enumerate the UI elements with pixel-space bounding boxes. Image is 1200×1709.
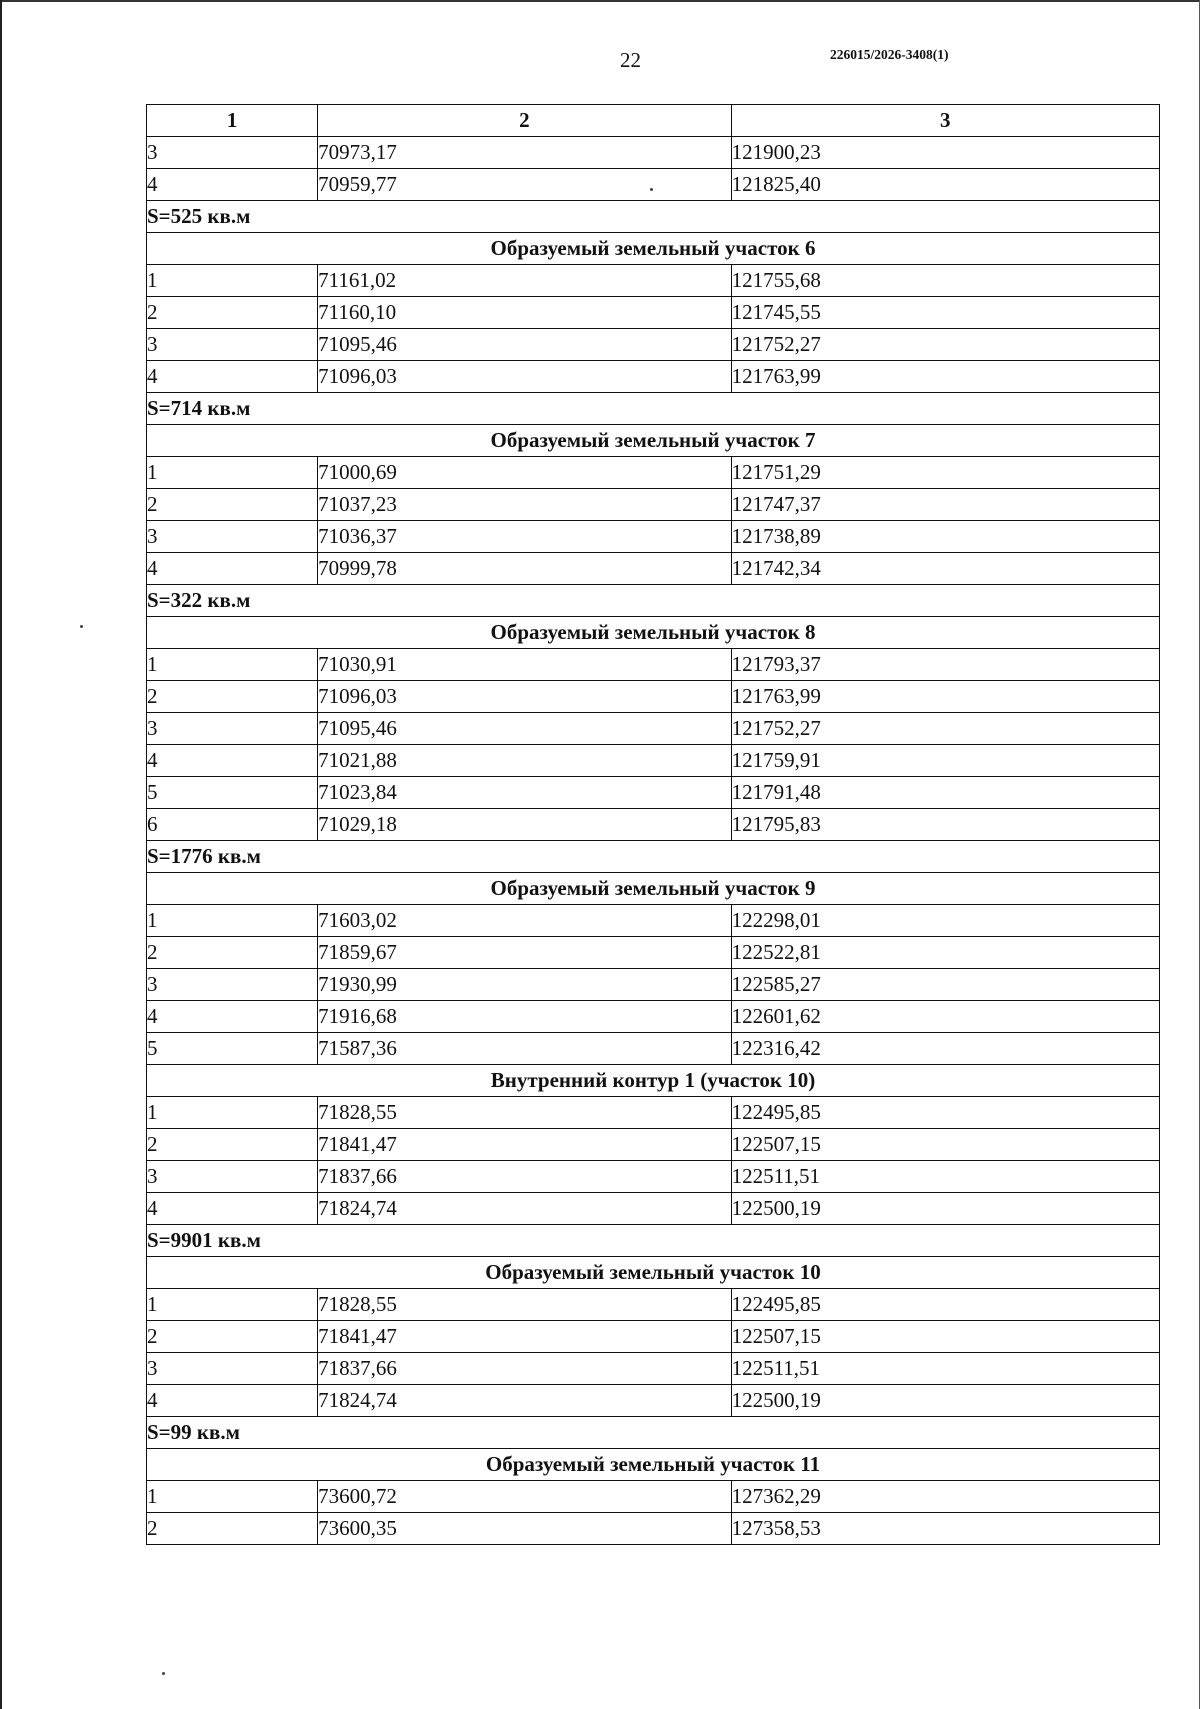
- area-row: [147, 585, 1160, 617]
- point-number-cell: 2: [147, 681, 318, 713]
- area-label: S=322 кв.м: [147, 585, 1160, 617]
- x-coordinate-cell: 71824,74: [318, 1385, 731, 1417]
- table-row: [147, 137, 1160, 169]
- area-row: [147, 201, 1160, 233]
- point-number-cell: 2: [147, 937, 318, 969]
- section-title: Образуемый земельный участок 8: [147, 617, 1160, 649]
- y-coordinate-cell: 121763,99: [731, 361, 1159, 393]
- y-coordinate-cell: 122511,51: [731, 1161, 1159, 1193]
- table-row: [147, 969, 1160, 1001]
- point-number-cell: 2: [147, 489, 318, 521]
- x-coordinate-cell: 71095,46: [318, 713, 731, 745]
- x-coordinate-cell: 71930,99: [318, 969, 731, 1001]
- y-coordinate-cell: 122495,85: [731, 1289, 1159, 1321]
- table-row: [147, 1161, 1160, 1193]
- column-header-3: 3: [731, 105, 1159, 137]
- table-row: [147, 809, 1160, 841]
- x-coordinate-cell: 71160,10: [318, 297, 731, 329]
- point-number-cell: 1: [147, 1097, 318, 1129]
- y-coordinate-cell: 122522,81: [731, 937, 1159, 969]
- x-coordinate-cell: 71841,47: [318, 1321, 731, 1353]
- x-coordinate-cell: 71859,67: [318, 937, 731, 969]
- point-number-cell: 3: [147, 1353, 318, 1385]
- point-number-cell: 4: [147, 1385, 318, 1417]
- point-number-cell: 3: [147, 713, 318, 745]
- y-coordinate-cell: 122500,19: [731, 1193, 1159, 1225]
- point-number-cell: 2: [147, 297, 318, 329]
- x-coordinate-cell: 71841,47: [318, 1129, 731, 1161]
- table-row: [147, 681, 1160, 713]
- point-number-cell: 2: [147, 1513, 318, 1545]
- y-coordinate-cell: 121747,37: [731, 489, 1159, 521]
- section-title: Образуемый земельный участок 6: [147, 233, 1160, 265]
- y-coordinate-cell: 122511,51: [731, 1353, 1159, 1385]
- table-row: [147, 489, 1160, 521]
- table-row: [147, 713, 1160, 745]
- table-row: [147, 905, 1160, 937]
- area-row: [147, 1225, 1160, 1257]
- point-number-cell: 1: [147, 1289, 318, 1321]
- point-number-cell: 3: [147, 969, 318, 1001]
- document-id: 226015/2026-3408(1): [830, 47, 949, 62]
- x-coordinate-cell: 71916,68: [318, 1001, 731, 1033]
- table-row: [147, 1481, 1160, 1513]
- table-row: [147, 937, 1160, 969]
- x-coordinate-cell: 71828,55: [318, 1289, 731, 1321]
- point-number-cell: 3: [147, 1161, 318, 1193]
- table-header-row: [147, 105, 1160, 137]
- area-row: [147, 393, 1160, 425]
- area-label: S=525 кв.м: [147, 201, 1160, 233]
- section-title-row: [147, 425, 1160, 457]
- point-number-cell: 4: [147, 169, 318, 201]
- section-title: Образуемый земельный участок 7: [147, 425, 1160, 457]
- point-number-cell: 1: [147, 265, 318, 297]
- section-title: Внутренний контур 1 (участок 10): [147, 1065, 1160, 1097]
- y-coordinate-cell: 121742,34: [731, 553, 1159, 585]
- table-row: [147, 1033, 1160, 1065]
- x-coordinate-cell: 71587,36: [318, 1033, 731, 1065]
- table-row: [147, 553, 1160, 585]
- x-coordinate-cell: 73600,72: [318, 1481, 731, 1513]
- y-coordinate-cell: 121759,91: [731, 745, 1159, 777]
- point-number-cell: 2: [147, 1321, 318, 1353]
- table-row: [147, 1097, 1160, 1129]
- point-number-cell: 1: [147, 457, 318, 489]
- point-number-cell: 6: [147, 809, 318, 841]
- y-coordinate-cell: 121755,68: [731, 265, 1159, 297]
- scan-speck: [650, 188, 653, 191]
- section-title: Образуемый земельный участок 9: [147, 873, 1160, 905]
- x-coordinate-cell: 71021,88: [318, 745, 731, 777]
- x-coordinate-cell: 70999,78: [318, 553, 731, 585]
- x-coordinate-cell: 71096,03: [318, 681, 731, 713]
- point-number-cell: 1: [147, 905, 318, 937]
- table-row: [147, 777, 1160, 809]
- table-row: [147, 521, 1160, 553]
- point-number-cell: 4: [147, 361, 318, 393]
- section-title-row: [147, 1257, 1160, 1289]
- section-title-row: [147, 1449, 1160, 1481]
- table-row: [147, 1321, 1160, 1353]
- table-row: [147, 1001, 1160, 1033]
- table-row: [147, 361, 1160, 393]
- table-row: [147, 169, 1160, 201]
- x-coordinate-cell: 70973,17: [318, 137, 731, 169]
- point-number-cell: 1: [147, 649, 318, 681]
- y-coordinate-cell: 122316,42: [731, 1033, 1159, 1065]
- x-coordinate-cell: 73600,35: [318, 1513, 731, 1545]
- area-label: S=1776 кв.м: [147, 841, 1160, 873]
- y-coordinate-cell: 121738,89: [731, 521, 1159, 553]
- section-title: Образуемый земельный участок 10: [147, 1257, 1160, 1289]
- x-coordinate-cell: 71000,69: [318, 457, 731, 489]
- y-coordinate-cell: 121751,29: [731, 457, 1159, 489]
- x-coordinate-cell: 71837,66: [318, 1353, 731, 1385]
- y-coordinate-cell: 122507,15: [731, 1129, 1159, 1161]
- area-row: [147, 1417, 1160, 1449]
- y-coordinate-cell: 121745,55: [731, 297, 1159, 329]
- x-coordinate-cell: 71837,66: [318, 1161, 731, 1193]
- scan-speck: [162, 1672, 165, 1675]
- table-row: [147, 265, 1160, 297]
- coordinates-table: [146, 104, 1160, 1545]
- page-top-border: [0, 0, 1200, 2]
- point-number-cell: 3: [147, 137, 318, 169]
- table-row: [147, 1289, 1160, 1321]
- area-row: [147, 841, 1160, 873]
- area-label: S=9901 кв.м: [147, 1225, 1160, 1257]
- point-number-cell: 4: [147, 1001, 318, 1033]
- y-coordinate-cell: 121763,99: [731, 681, 1159, 713]
- point-number-cell: 2: [147, 1129, 318, 1161]
- table-row: [147, 457, 1160, 489]
- section-title-row: [147, 873, 1160, 905]
- x-coordinate-cell: 71023,84: [318, 777, 731, 809]
- column-header-1: 1: [147, 105, 318, 137]
- table-row: [147, 1353, 1160, 1385]
- y-coordinate-cell: 121791,48: [731, 777, 1159, 809]
- x-coordinate-cell: 71161,02: [318, 265, 731, 297]
- coordinates-table-body: [147, 105, 1160, 1545]
- point-number-cell: 5: [147, 777, 318, 809]
- point-number-cell: 4: [147, 553, 318, 585]
- y-coordinate-cell: 122495,85: [731, 1097, 1159, 1129]
- table-row: [147, 1193, 1160, 1225]
- x-coordinate-cell: 71030,91: [318, 649, 731, 681]
- point-number-cell: 4: [147, 1193, 318, 1225]
- y-coordinate-cell: 122585,27: [731, 969, 1159, 1001]
- x-coordinate-cell: 71037,23: [318, 489, 731, 521]
- y-coordinate-cell: 121793,37: [731, 649, 1159, 681]
- x-coordinate-cell: 71095,46: [318, 329, 731, 361]
- table-row: [147, 1129, 1160, 1161]
- y-coordinate-cell: 122601,62: [731, 1001, 1159, 1033]
- y-coordinate-cell: 127358,53: [731, 1513, 1159, 1545]
- point-number-cell: 4: [147, 745, 318, 777]
- y-coordinate-cell: 122298,01: [731, 905, 1159, 937]
- x-coordinate-cell: 71036,37: [318, 521, 731, 553]
- table-row: [147, 649, 1160, 681]
- table-row: [147, 1385, 1160, 1417]
- point-number-cell: 1: [147, 1481, 318, 1513]
- section-title-row: [147, 233, 1160, 265]
- column-header-2: 2: [318, 105, 731, 137]
- x-coordinate-cell: 71828,55: [318, 1097, 731, 1129]
- y-coordinate-cell: 121752,27: [731, 329, 1159, 361]
- area-label: S=99 кв.м: [147, 1417, 1160, 1449]
- table-row: [147, 1513, 1160, 1545]
- section-title: Образуемый земельный участок 11: [147, 1449, 1160, 1481]
- y-coordinate-cell: 122507,15: [731, 1321, 1159, 1353]
- y-coordinate-cell: 121900,23: [731, 137, 1159, 169]
- table-row: [147, 297, 1160, 329]
- page-left-border: [0, 0, 2, 1709]
- scan-speck: [80, 625, 83, 628]
- point-number-cell: 5: [147, 1033, 318, 1065]
- y-coordinate-cell: 127362,29: [731, 1481, 1159, 1513]
- table-row: [147, 329, 1160, 361]
- y-coordinate-cell: 121825,40: [731, 169, 1159, 201]
- x-coordinate-cell: 71824,74: [318, 1193, 731, 1225]
- table-row: [147, 745, 1160, 777]
- y-coordinate-cell: 121795,83: [731, 809, 1159, 841]
- x-coordinate-cell: 71096,03: [318, 361, 731, 393]
- section-title-row: [147, 617, 1160, 649]
- x-coordinate-cell: 71603,02: [318, 905, 731, 937]
- x-coordinate-cell: 71029,18: [318, 809, 731, 841]
- x-coordinate-cell: 70959,77: [318, 169, 731, 201]
- point-number-cell: 3: [147, 329, 318, 361]
- y-coordinate-cell: 121752,27: [731, 713, 1159, 745]
- page-number: 22: [620, 48, 641, 72]
- section-title-row: [147, 1065, 1160, 1097]
- point-number-cell: 3: [147, 521, 318, 553]
- y-coordinate-cell: 122500,19: [731, 1385, 1159, 1417]
- area-label: S=714 кв.м: [147, 393, 1160, 425]
